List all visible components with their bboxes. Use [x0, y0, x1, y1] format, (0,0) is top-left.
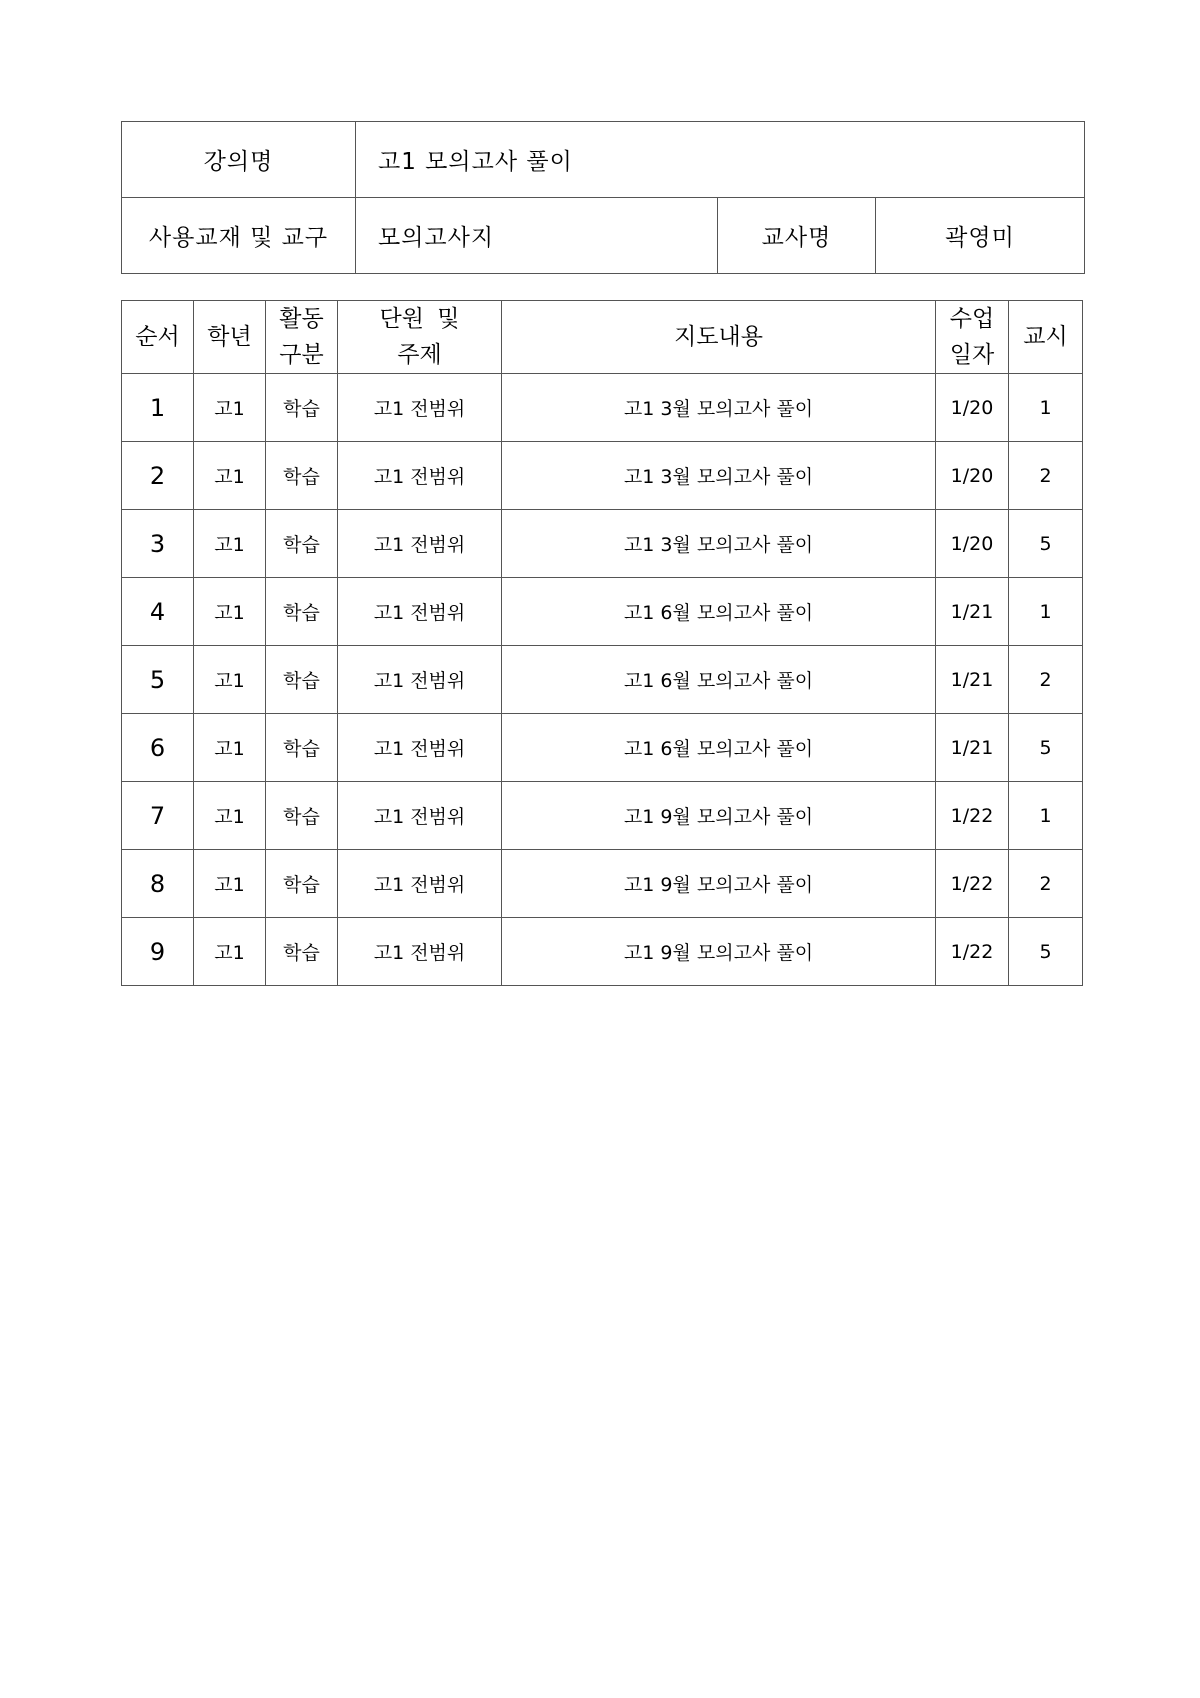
row-unit: 고1 전범위 — [338, 782, 502, 850]
header-date: 수업일자 — [936, 301, 1009, 374]
header-order: 순서 — [122, 301, 194, 374]
row-activity: 학습 — [266, 918, 338, 986]
row-grade: 고1 — [194, 782, 266, 850]
row-grade: 고1 — [194, 578, 266, 646]
header-unit: 단원 및 주제 — [338, 301, 502, 374]
row-period: 1 — [1009, 374, 1083, 442]
row-unit: 고1 전범위 — [338, 578, 502, 646]
row-order: 5 — [122, 646, 194, 714]
row-activity: 학습 — [266, 646, 338, 714]
row-activity: 학습 — [266, 442, 338, 510]
materials-row — [122, 198, 1085, 274]
row-content: 고1 3월 모의고사 풀이 — [502, 510, 936, 578]
row-grade: 고1 — [194, 646, 266, 714]
row-content: 고1 3월 모의고사 풀이 — [502, 374, 936, 442]
header-period: 교시 — [1009, 301, 1083, 374]
row-content: 고1 6월 모의고사 풀이 — [502, 714, 936, 782]
row-period: 5 — [1009, 714, 1083, 782]
row-unit: 고1 전범위 — [338, 646, 502, 714]
row-grade: 고1 — [194, 918, 266, 986]
row-period: 2 — [1009, 442, 1083, 510]
row-unit: 고1 전범위 — [338, 442, 502, 510]
table-row — [122, 374, 1083, 442]
row-period: 2 — [1009, 646, 1083, 714]
schedule-table — [121, 300, 1083, 986]
row-grade: 고1 — [194, 374, 266, 442]
row-order: 1 — [122, 374, 194, 442]
materials-value: 모의고사지 — [356, 198, 718, 274]
row-period: 1 — [1009, 578, 1083, 646]
table-row — [122, 850, 1083, 918]
row-order: 3 — [122, 510, 194, 578]
row-activity: 학습 — [266, 374, 338, 442]
materials-label: 사용교재 및 교구 — [122, 198, 356, 274]
teacher-value: 곽영미 — [876, 198, 1085, 274]
row-content: 고1 3월 모의고사 풀이 — [502, 442, 936, 510]
row-date: 1/21 — [936, 578, 1009, 646]
course-name-label: 강의명 — [122, 122, 356, 198]
row-activity: 학습 — [266, 714, 338, 782]
header-activity: 활동구분 — [266, 301, 338, 374]
table-row — [122, 442, 1083, 510]
row-date: 1/22 — [936, 782, 1009, 850]
course-info-table — [121, 121, 1085, 274]
row-activity: 학습 — [266, 510, 338, 578]
row-order: 9 — [122, 918, 194, 986]
course-name-value: 고1 모의고사 풀이 — [356, 122, 1085, 198]
row-grade: 고1 — [194, 850, 266, 918]
row-activity: 학습 — [266, 578, 338, 646]
table-row — [122, 578, 1083, 646]
row-date: 1/22 — [936, 850, 1009, 918]
row-unit: 고1 전범위 — [338, 918, 502, 986]
row-date: 1/20 — [936, 374, 1009, 442]
table-row — [122, 714, 1083, 782]
row-content: 고1 9월 모의고사 풀이 — [502, 782, 936, 850]
row-period: 1 — [1009, 782, 1083, 850]
row-content: 고1 6월 모의고사 풀이 — [502, 646, 936, 714]
row-grade: 고1 — [194, 510, 266, 578]
row-grade: 고1 — [194, 442, 266, 510]
row-unit: 고1 전범위 — [338, 714, 502, 782]
row-date: 1/20 — [936, 442, 1009, 510]
row-order: 7 — [122, 782, 194, 850]
row-period: 5 — [1009, 918, 1083, 986]
table-row — [122, 918, 1083, 986]
row-activity: 학습 — [266, 850, 338, 918]
row-content: 고1 6월 모의고사 풀이 — [502, 578, 936, 646]
table-row — [122, 646, 1083, 714]
row-period: 5 — [1009, 510, 1083, 578]
row-date: 1/20 — [936, 510, 1009, 578]
table-row — [122, 510, 1083, 578]
row-unit: 고1 전범위 — [338, 510, 502, 578]
row-period: 2 — [1009, 850, 1083, 918]
row-date: 1/21 — [936, 646, 1009, 714]
header-grade: 학년 — [194, 301, 266, 374]
row-order: 2 — [122, 442, 194, 510]
header-content: 지도내용 — [502, 301, 936, 374]
row-unit: 고1 전범위 — [338, 850, 502, 918]
row-activity: 학습 — [266, 782, 338, 850]
teacher-label: 교사명 — [718, 198, 876, 274]
schedule-header-row — [122, 301, 1083, 374]
row-date: 1/22 — [936, 918, 1009, 986]
table-row — [122, 782, 1083, 850]
row-order: 8 — [122, 850, 194, 918]
row-date: 1/21 — [936, 714, 1009, 782]
row-order: 6 — [122, 714, 194, 782]
row-content: 고1 9월 모의고사 풀이 — [502, 918, 936, 986]
row-grade: 고1 — [194, 714, 266, 782]
row-order: 4 — [122, 578, 194, 646]
row-unit: 고1 전범위 — [338, 374, 502, 442]
row-content: 고1 9월 모의고사 풀이 — [502, 850, 936, 918]
course-name-row — [122, 122, 1085, 198]
